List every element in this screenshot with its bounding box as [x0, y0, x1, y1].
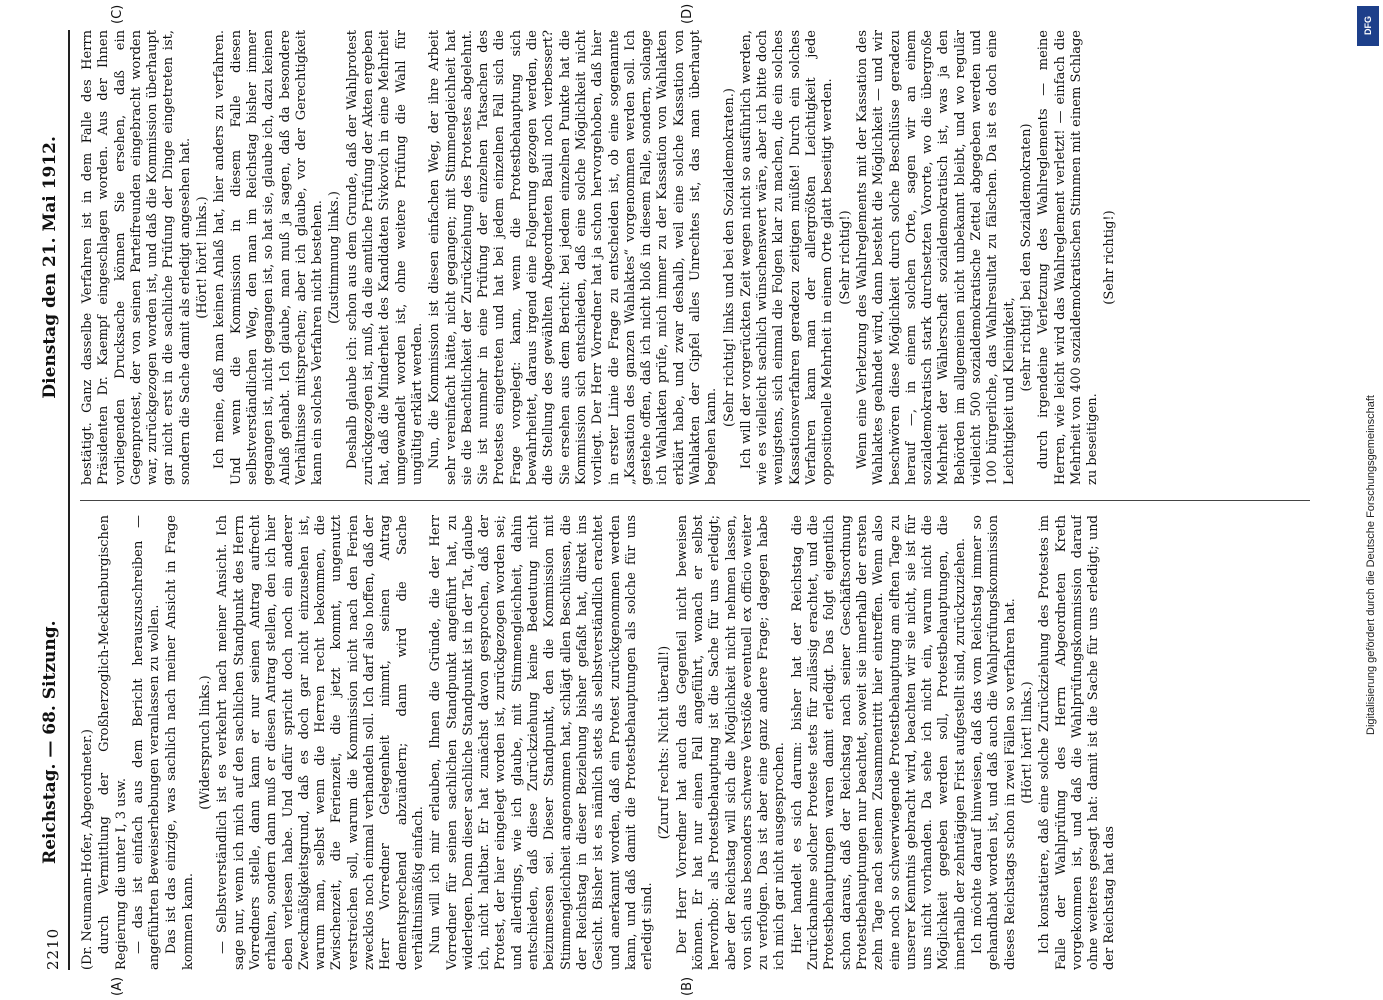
- margin-mark-a: (A): [110, 976, 125, 996]
- running-title-left: Reichstag. — 68. Sitzung.: [40, 620, 60, 864]
- page-header: [40, 30, 66, 970]
- margin-mark-d: (D): [680, 3, 695, 24]
- paragraph: Nun will ich mir erlauben, Ihnen die Gründe, die der Herr Vorredner für seinen sachlichen Standpunkt angeführt hat, zu widerlegen. Denn dieser sachliche Standpunkt ist in der Tat, glaube ich, nicht haltbar. Er hat zunächst davon gesprochen, daß der Protest, der hier eingelegt worden ist, zurückgezogen worden sei; und allerdings, wie ich glaube, mit Stimmengleichheit, dahin entschieden, daß diese Zurückziehung keine Bedeutung nicht beizumessen sei. Dieser Standpunkt, den die Kommission mit Stimmengleichheit angenommen hat, schlägt allen Beschlüssen, die der Reichstag in dieser Beziehung bisher gefaßt hat, direkt ins Gesicht. Bisher ist es nämlich stets als selbstverständlich erachtet und anerkannt worden, daß ein Protest zurückgenommen werden kann, und daß damit die Protestbehauptungen als solche für uns erledigt sind.: [428, 515, 656, 970]
- running-title-right: Dienstag den 21. Mai 1912.: [40, 136, 60, 399]
- paragraph: — das ist einfach aus dem Bericht herauszuschreiben — angeführten Beweiserhebungen veranlassen zu wollen.: [130, 515, 163, 970]
- interjection: (Hört! hört! links.): [1019, 681, 1035, 804]
- interjection: (Sehr richtig! links und bei den Sozialdemokraten.): [721, 87, 737, 428]
- interjection: (Hört! hört! links.): [195, 196, 211, 319]
- interjection: (Sehr richtig!): [1102, 210, 1118, 305]
- paragraph: durch Vermittlung der Großherzoglich-Mecklenburgischen Regierung die unter I, 3 usw.: [97, 515, 129, 970]
- interjection: (Zuruf rechts: Nicht überall!): [657, 645, 673, 840]
- paragraph: Das ist das einzige, was sachlich nach meiner Ansicht in Frage kommen kann.: [164, 515, 196, 970]
- paragraph: (Dr. Neumann-Hofer, Abgeordneter.): [80, 729, 95, 970]
- paragraph: Ich möchte darauf hinweisen, daß das vom Reichstag immer so gehandhabt worden ist, und daß auch die Wahlprüfungskommission dieses Reichstags schon in zwei Fällen so verfahren hat.: [970, 515, 1018, 970]
- header-rule: [68, 30, 70, 970]
- right-text-column: [80, 30, 1310, 485]
- paragraph: Nun, die Kommission ist diesen einfachen Weg, der ihre Arbeit sehr vereinfacht hätte, nicht gegangen; mit Stimmengleichheit hat sie die Beachtlichkeit der Zurückziehung des Protestes abgelehnt. Sie ist nunmehr in eine Prüfung der einzelnen Tatsachen des Protestes eingetreten und hat bei jedem einzelnen Fall sich die Frage vorgelegt: kann, wenn die Protestbehauptung sich bewahrheitet, daraus irgend eine Folgerung gezogen werden, die die Stellung des gewählten Abgeordneten Bauli noch verbessert? Sie ersehen aus dem Bericht: bei jedem einzelnen Punkte hat die Kommission sich entschieden, daß eine solche Möglichkeit nicht vorliegt. Der Herr Vorredner hat ja schon hervorgehoben, daß hier in erster Linie die Frage zu entscheiden ist, ob eine sogenannte „Kassation des ganzen Wahlaktes“ vorgenommen werden soll. Ich gestehe offen, daß ich nicht bloß in diesem Falle, sondern, solange ich Wahlakten prüfe, mich immer zu der Kassation von Wahlakten erklärt habe, und zwar deshalb, weil eine solche Kassation von Wahlakten der Gipfel alles Unrechtes ist, das man überhaupt begehen kann.: [427, 30, 720, 485]
- left-text-column: [80, 515, 1310, 970]
- running-title: [40, 30, 60, 970]
- dfg-logo: DFG: [1357, 6, 1379, 46]
- page-content: [40, 3, 1330, 996]
- paragraph: Der Herr Vorredner hat auch das Gegenteil nicht beweisen können. Er hat nur einen Fall angeführt, wonach er selbst hervorhob: als Protestbehauptung ist die Sache für uns erledigt; aber der Reichstag will sich die Möglichkeit nicht nehmen lassen, von sich aus besonders schwere Verstöße eventuell ex officio weiter zu verfolgen. Das ist aber eine ganz andere Frage; dagegen habe ich mich gar nicht ausgesprochen.: [674, 515, 788, 970]
- margin-mark-b: (B): [680, 976, 695, 996]
- paragraph: Ich meine, daß man keinen Anlaß hat, hier anders zu verfahren. Und wenn die Kommission in diesem Falle diesen selbstverständlichen Weg, den man im Reichstag bisher immer gegangen ist, nicht gegangen ist, so hat sie, glaube ich, dazu keinen Anlaß gehabt. Ich glaube, man muß ja sagen, daß da besondere Verhältnisse mitsprechen; aber ich glaube, vor der Gerechtigkeit kann ein solches Verfahren nicht bestehen.: [212, 30, 326, 485]
- paragraph: Deshalb glaube ich: schon aus dem Grunde, daß der Wahlprotest zurückgezogen ist, muß, da die amtliche Prüfung der Akten ergeben hat, daß die Minderheit des Kandidaten Sivkovich in eine Mehrheit umgewandelt worden ist, ohne weitere Prüfung die Wahl für ungültig erklärt werden.: [344, 30, 425, 485]
- paragraph: Ich konstatiere, daß eine solche Zurückziehung des Protestes im Falle der Wahlprüfung des Herrn Abgeordneten Kreth vorgekommen ist, und daß die Wahlprüfungskommission darauf ohne weiteres gesagt hat: damit ist die Sache für uns erledigt; und der Reichstag hat das: [1037, 515, 1118, 970]
- paragraph: Ich will der vorgerückten Zeit wegen nicht so ausführlich werden, wie es vielleicht sachlich wünschenswert wäre, aber ich bitte doch wenigstens, sich einmal die Folgen klar zu machen, die ein solches Kassationsverfahren geradezu zeitigen müßte! Durch ein solches Verfahren kann man der allergrößten Leichtigkeit jede oppositionelle Mehrheit in einem Orte glatt beseitigt werden.: [738, 30, 836, 485]
- margin-mark-c: (C): [110, 4, 125, 24]
- interjection: (Widerspruch links.): [198, 675, 214, 810]
- interjection: (Zustimmung links.): [327, 191, 343, 324]
- interjection: (Sehr richtig!): [837, 210, 853, 305]
- digitization-credit: Digitalisierung gefördert durch die Deutsche Forschungsgemeinschaft: [1365, 395, 1377, 735]
- page-number: 2210: [44, 927, 62, 970]
- paragraph: — Selbstverständlich ist es verkehrt nach meiner Ansicht. Ich sage nur, wenn ich mich auf den sachlichen Standpunkt des Herrn Vorredners stelle, dann kann er nur seinen Antrag aufrecht erhalten, sondern dann muß er diesen Antrag stellen, den ich hier eben verlesen habe. Und dafür spricht doch noch ein anderer Zweckmäßigkeitsgrund, daß es doch gar nicht einzusehen ist, warum man, selbst wenn die Herren recht bekommen, die Zwischenzeit, die Ferienzeit, die jetzt kommt, ungenutzt verstreichen soll, warum die Kommission nicht nach den Ferien zwecklos noch einmal verhandeln soll. Ich darf also hoffen, daß der Herr Vorredner Gelegenheit nimmt, seinen Antrag dementsprechend abzuändern; dann wird die Sache verhältnismäßig einfach.: [215, 515, 426, 970]
- column-divider: [80, 500, 1310, 501]
- interjection: (sehr richtig! bei den Sozialdemokraten): [1018, 123, 1034, 392]
- paragraph: bestätigt. Ganz dasselbe Verfahren ist in dem Falle des Herrn Präsidenten Dr. Kaempf eingeschlagen worden. Aus der Ihnen vorliegenden Drucksache können Sie ersehen, daß ein Gegenprotest, der von seinen Parteifreunden eingebracht worden war, zurückgezogen worden ist, und daß die Kommission überhaupt gar nicht erst in die sachliche Prüfung der Dinge eingetreten ist, sondern die Sache damit als erledigt angesehen hat.: [80, 30, 193, 485]
- paragraph: durch irgendeine Verletzung des Wahlreglements — meine Herren, wie leicht wird das Wahlreglement verletzt! — einfach die Mehrheit von 400 sozialdemokratischen Stimmen mit einem Schlage zu beseitigen.: [1036, 30, 1101, 485]
- paragraph: Hier handelt es sich darum: bisher hat der Reichstag die Zurücknahme solcher Proteste stets für zulässig erachtet, und die Protestbehauptungen waren damit erledigt. Das folgt eigentlich schon daraus, daß der Reichstag nach seiner Geschäftsordnung Protestbehauptungen nur beachtet, soweit sie innerhalb der ersten zehn Tage nach seinem Zusammentritt hier eintreffen. Wenn also eine noch so schwerwiegende Protestbehauptung am elften Tage zu unserer Kenntnis gebracht wird, beachten wir sie nicht, sie ist für uns nicht vorhanden. Da sehe ich nicht ein, warum nicht die Möglichkeit gegeben werden soll, Protestbehauptungen, die innerhalb der zehntägigen Frist aufgestellt sind, zurückzuziehen.: [789, 515, 968, 970]
- paragraph: Wenn eine Verletzung des Wahlreglements mit der Kassation des Wahlaktes geahndet wird, dann besteht die Möglichkeit — und wir beschwören diese Möglichkeit durch solche Beschlüsse geradezu herauf —, in einem solchen Orte, sagen wir an einem sozialdemokratisch stark durchsetzten Vororte, wo die übergroße Mehrheit der Wählerschaft sozialdemokratisch ist, was ja den Behörden im allgemeinen nicht unbekannt bleibt, und wo regulär vielleicht 500 sozialdemokratische Zettel abgegeben werden und 100 bürgerliche, das Wahlresultat zu fälschen. Da ist es doch eine Leichtigkeit und Kleinigkeit,: [854, 30, 1017, 485]
